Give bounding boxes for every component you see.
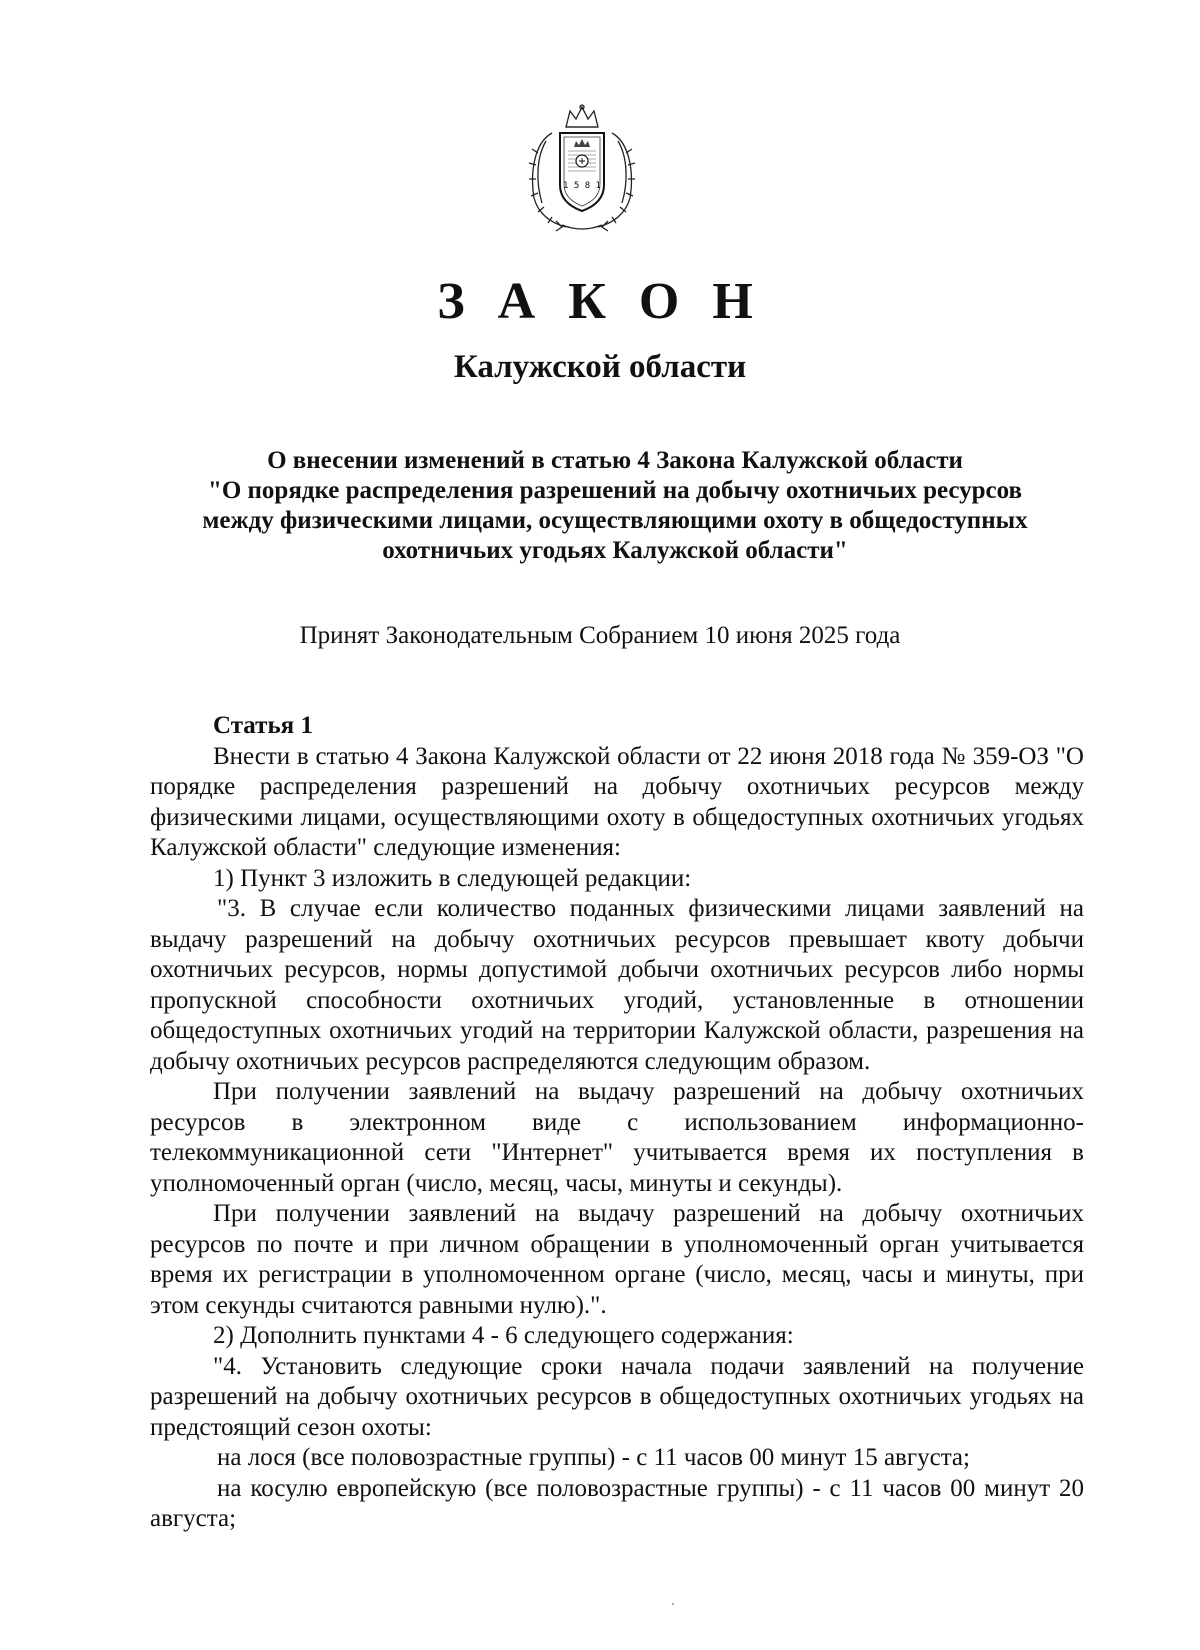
emblem-shield-text: 1 5 8 1 [563,181,601,191]
document-title: З А К О Н [437,273,763,330]
coat-of-arms-icon [522,103,642,235]
article-heading: Статья 1 [213,712,313,739]
paragraph: При получении заявлений на выдачу разрешений на добычу охотничьих ресурсов в электронном виде с использованием информационно-телекоммуникационной сети "Интернет" учитывается время их поступления в уполномоченный орган (число, месяц, часы, минуты и секунды). [150,1078,1084,1197]
law-title-line: между физическими лицами, осуществляющими охоту в общедоступных [202,507,1028,534]
law-title-line: "О порядке распределения разрешений на добычу охотничьих ресурсов [207,477,1023,504]
paragraph: "3. В случае если количество поданных физическими лицами заявлений на выдачу разрешений на добычу охотничьих ресурсов превышает квоту добычи охотничьих ресурсов, нормы допустимой добычи охотничьих ресурсов либо нормы пропускной способности охотничьих угодий, установленные в отношении общедоступных охотничьих угодий на территории Калужской области, разрешения на добычу охотничьих ресурсов распределяются следующим образом. [150,895,1084,1075]
paragraph: Внести в статью 4 Закона Калужской области от 22 июня 2018 года № 359-ОЗ "О порядке распределения разрешений на добычу охотничьих ресурсов между физическими лицами, осуществляющими охоту в общедоступных охотничьих угодьях Калужской области" следующие изменения: [150,742,1084,861]
paragraph: 2) Дополнить пунктами 4 - 6 следующего содержания: [213,1322,794,1349]
law-title-line: охотничьих угодьях Калужской области" [382,537,848,564]
paragraph: на лося (все половозрастные группы) - с 11 часов 00 минут 15 августа; [217,1444,970,1471]
document-subtitle: Калужской области [453,349,747,385]
paragraph: 1) Пункт 3 изложить в следующей редакции: [213,864,692,892]
paragraph: "4. Установить следующие сроки начала подачи заявлений на получение разрешений на добычу охотничьих ресурсов в общедоступных охотничьих угодьях на предстоящий сезон охоты: [150,1352,1084,1441]
scan-speck [672,1603,674,1605]
law-title-line: О внесении изменений в статью 4 Закона Калужской области [267,447,963,474]
paragraph: на косулю европейскую (все половозрастные группы) - с 11 часов 00 минут 20 августа; [150,1474,1084,1532]
paragraph: При получении заявлений на выдачу разрешений на добычу охотничьих ресурсов по почте и при личном обращении в уполномоченный орган учитывается время их регистрации в уполномоченном органе (число, месяц, часы и минуты, при этом секунды считаются равными нулю).". [150,1200,1084,1319]
adoption-date: Принят Законодательным Собранием 10 июня 2025 года [299,622,901,649]
law-title [150,446,1080,566]
article-body [150,711,1084,1535]
